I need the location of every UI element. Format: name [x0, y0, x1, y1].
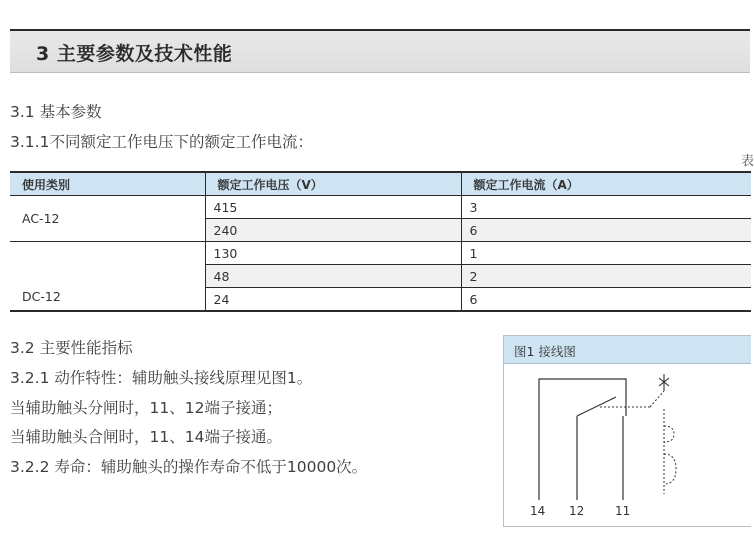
current-cell: 2: [461, 265, 751, 288]
voltage-cell: 240: [205, 219, 461, 242]
column-header-current: 额定工作电流（A）: [461, 172, 751, 196]
clipped-table-note: 表: [741, 154, 754, 169]
switch-blade: [577, 397, 616, 416]
voltage-cell: 415: [205, 196, 461, 219]
current-cell: 6: [461, 219, 751, 242]
terminal-label-14: 14: [530, 504, 546, 518]
figure-label: 图1 接线图: [514, 344, 576, 359]
parameter-table: [10, 171, 751, 312]
text-3-2-2: 3.2.2 寿命：辅助触头的操作寿命不低于10000次。: [10, 458, 368, 476]
current-cell: 6: [461, 288, 751, 312]
heading-3-1: 3.1 基本参数: [10, 103, 102, 121]
terminal-label-11: 11: [615, 504, 631, 518]
figure-header: [504, 336, 751, 364]
category-cell: AC-12: [10, 196, 205, 242]
wire-14: [539, 379, 626, 500]
voltage-cell: 130: [205, 242, 461, 265]
heading-3-1-1: 3.1.1不同额定工作电压下的额定工作电流：: [10, 133, 313, 151]
wiring-diagram: [504, 364, 751, 526]
section-header: [10, 31, 750, 73]
terminal-label-12: 12: [569, 504, 585, 518]
heading-3-2: 3.2 主要性能指标: [10, 339, 133, 357]
column-header-voltage: 额定工作电压（V）: [205, 172, 461, 196]
current-cell: 3: [461, 196, 751, 219]
wiring-figure: [503, 335, 751, 527]
voltage-cell: 24: [205, 288, 461, 312]
cross-arrow-icon: [659, 374, 669, 391]
current-cell: 1: [461, 242, 751, 265]
voltage-cell: 48: [205, 265, 461, 288]
section-title: 3 主要参数及技术性能: [36, 43, 233, 65]
table-row: [10, 196, 751, 219]
table-header-row: [10, 172, 751, 196]
mechanical-linkage: [600, 391, 676, 494]
category-cell: DC-12: [10, 242, 205, 312]
column-header-category: 使用类别: [10, 172, 205, 196]
text-closed-state: 当辅助触头合闸时，11、14端子接通。: [10, 428, 282, 446]
table-row: [10, 242, 751, 265]
text-3-2-1: 3.2.1 动作特性：辅助触头接线原理见图1。: [10, 369, 313, 387]
text-open-state: 当辅助触头分闸时，11、12端子接通；: [10, 399, 282, 417]
